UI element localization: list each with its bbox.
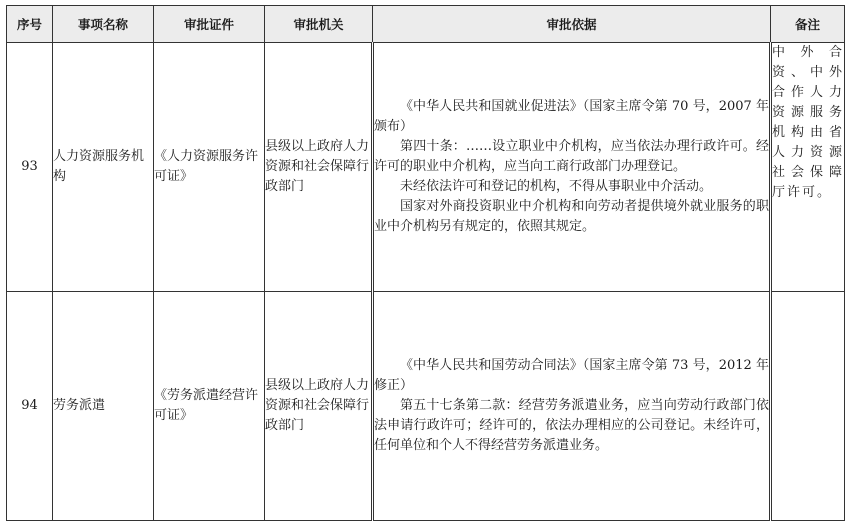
table-row — [7, 43, 845, 292]
approval-authority: 县级以上政府人力资源和社会保障行政部门 — [265, 292, 373, 521]
header-note: 备注 — [771, 6, 845, 43]
header-basis: 审批依据 — [373, 6, 771, 43]
table-row — [7, 292, 845, 521]
basis-law-title: 《中华人民共和国劳动合同法》（国家主席令第 73 号，2012 年修正） — [374, 358, 769, 393]
approval-basis — [373, 292, 771, 521]
approval-items-table — [6, 5, 845, 521]
row-number: 94 — [7, 292, 53, 521]
table-header-row — [7, 6, 845, 43]
item-name: 人力资源服务机构 — [53, 43, 154, 292]
basis-paragraph: 第五十七条第二款：经营劳务派遣业务，应当向劳动行政部门依法申请行政许可；经许可的，依法办理相应的公司登记。未经许可，任何单位和个人不得经营劳务派遣业务。 — [374, 398, 769, 453]
header-authority: 审批机关 — [265, 6, 373, 43]
basis-paragraph: 第四十条：……设立职业中介机构，应当依法办理行政许可。经许可的职业中介机构，应当向工商行政部门办理登记。 — [374, 139, 769, 174]
approval-authority: 县级以上政府人力资源和社会保障行政部门 — [265, 43, 373, 292]
basis-paragraph: 国家对外商投资职业中介机构和向劳动者提供境外就业服务的职业中介机构另有规定的，依照其规定。 — [374, 199, 769, 234]
row-number: 93 — [7, 43, 53, 292]
approval-basis — [373, 43, 771, 292]
header-item-name: 事项名称 — [53, 6, 154, 43]
header-number: 序号 — [7, 6, 53, 43]
row-note: 中外合资、中外合作人力资源服务机构由省人力资源社会保障厅许可。 — [771, 43, 845, 292]
basis-paragraph: 未经依法许可和登记的机构，不得从事职业中介活动。 — [400, 179, 713, 194]
header-certificate: 审批证件 — [154, 6, 265, 43]
item-name: 劳务派遣 — [53, 292, 154, 521]
basis-law-title: 《中华人民共和国就业促进法》（国家主席令第 70 号，2007 年颁布） — [374, 99, 769, 134]
row-note — [771, 292, 845, 521]
certificate-name: 《劳务派遣经营许可证》 — [154, 292, 265, 521]
certificate-name: 《人力资源服务许可证》 — [154, 43, 265, 292]
